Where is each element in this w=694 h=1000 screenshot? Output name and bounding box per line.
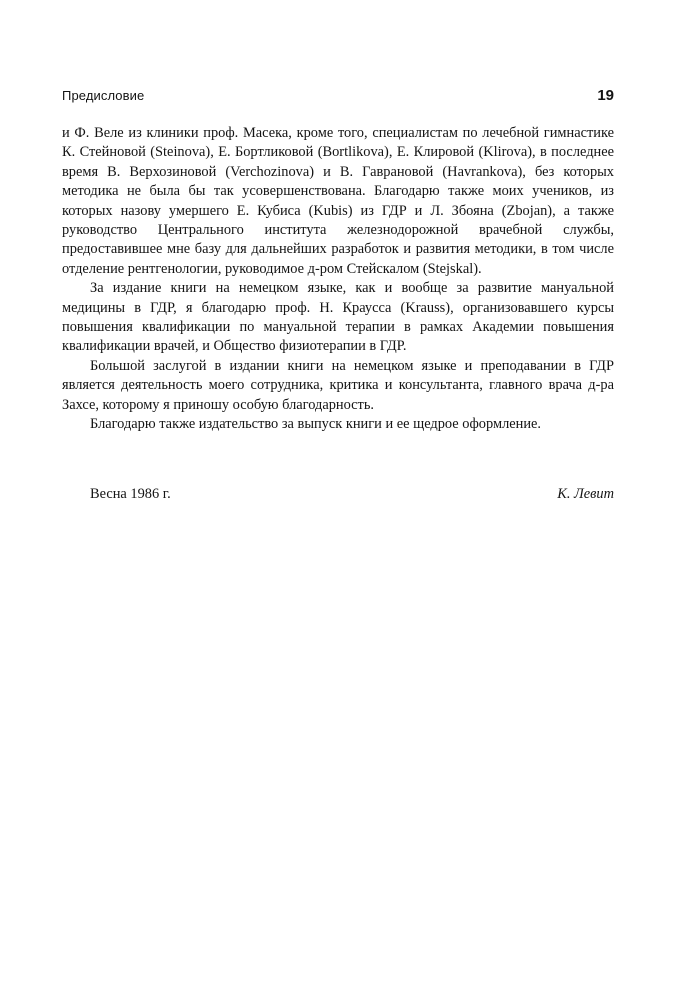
signature-row xyxy=(90,485,614,504)
paragraph-1: и Ф. Веле из клиники проф. Масека, кроме того, специалистам по лечебной гимнастике К. Стейновой (Steinova), Е. Бортликовой (Bortlikova), Е. Клировой (Klirova), в последнее время В. Верхозиновой (Verchozinova) и В. Гаврановой (Havrankova), без которых методика не была бы так усовершенствована. Благодарю также моих учеников, из которых назову умершего Е. Кубиса (Kubis) из ГДР и Л. Збояна (Zbojan), а также руководство Центрального института железнодорожной врачебной службы, предоставившее мне базу для дальнейших разработок и развития методики, в том числе отделение рентгенологии, руководимое д-ром Стейскалом (Stejskal). xyxy=(62,125,614,277)
body-text xyxy=(62,124,614,435)
paragraph-3: Большой заслугой в издании книги на немецком языке и преподавании в ГДР является деятельность моего сотрудника, критика и консультанта, главного врача д-ра Захсе, которому я приношу особую благодарность. xyxy=(62,357,614,413)
page-number: 19 xyxy=(597,87,614,104)
paragraph-4: Благодарю также издательство за выпуск книги и ее щедрое оформление. xyxy=(90,416,542,433)
signature-date: Весна 1986 г. xyxy=(90,486,171,502)
paragraph-2: За издание книги на немецком языке, как и вообще за развитие мануальной медицины в ГДР, я благодарю проф. Н. Краусса (Krauss), организовавшего курсы повышения квалификации по мануальной терапии в рамках Академии повышения квалификации врачей, и Общество физиотерапии в ГДР. xyxy=(62,280,614,355)
signature-author: К. Левит xyxy=(557,486,614,502)
running-title: Предисловие xyxy=(62,88,145,103)
running-head xyxy=(62,87,614,107)
